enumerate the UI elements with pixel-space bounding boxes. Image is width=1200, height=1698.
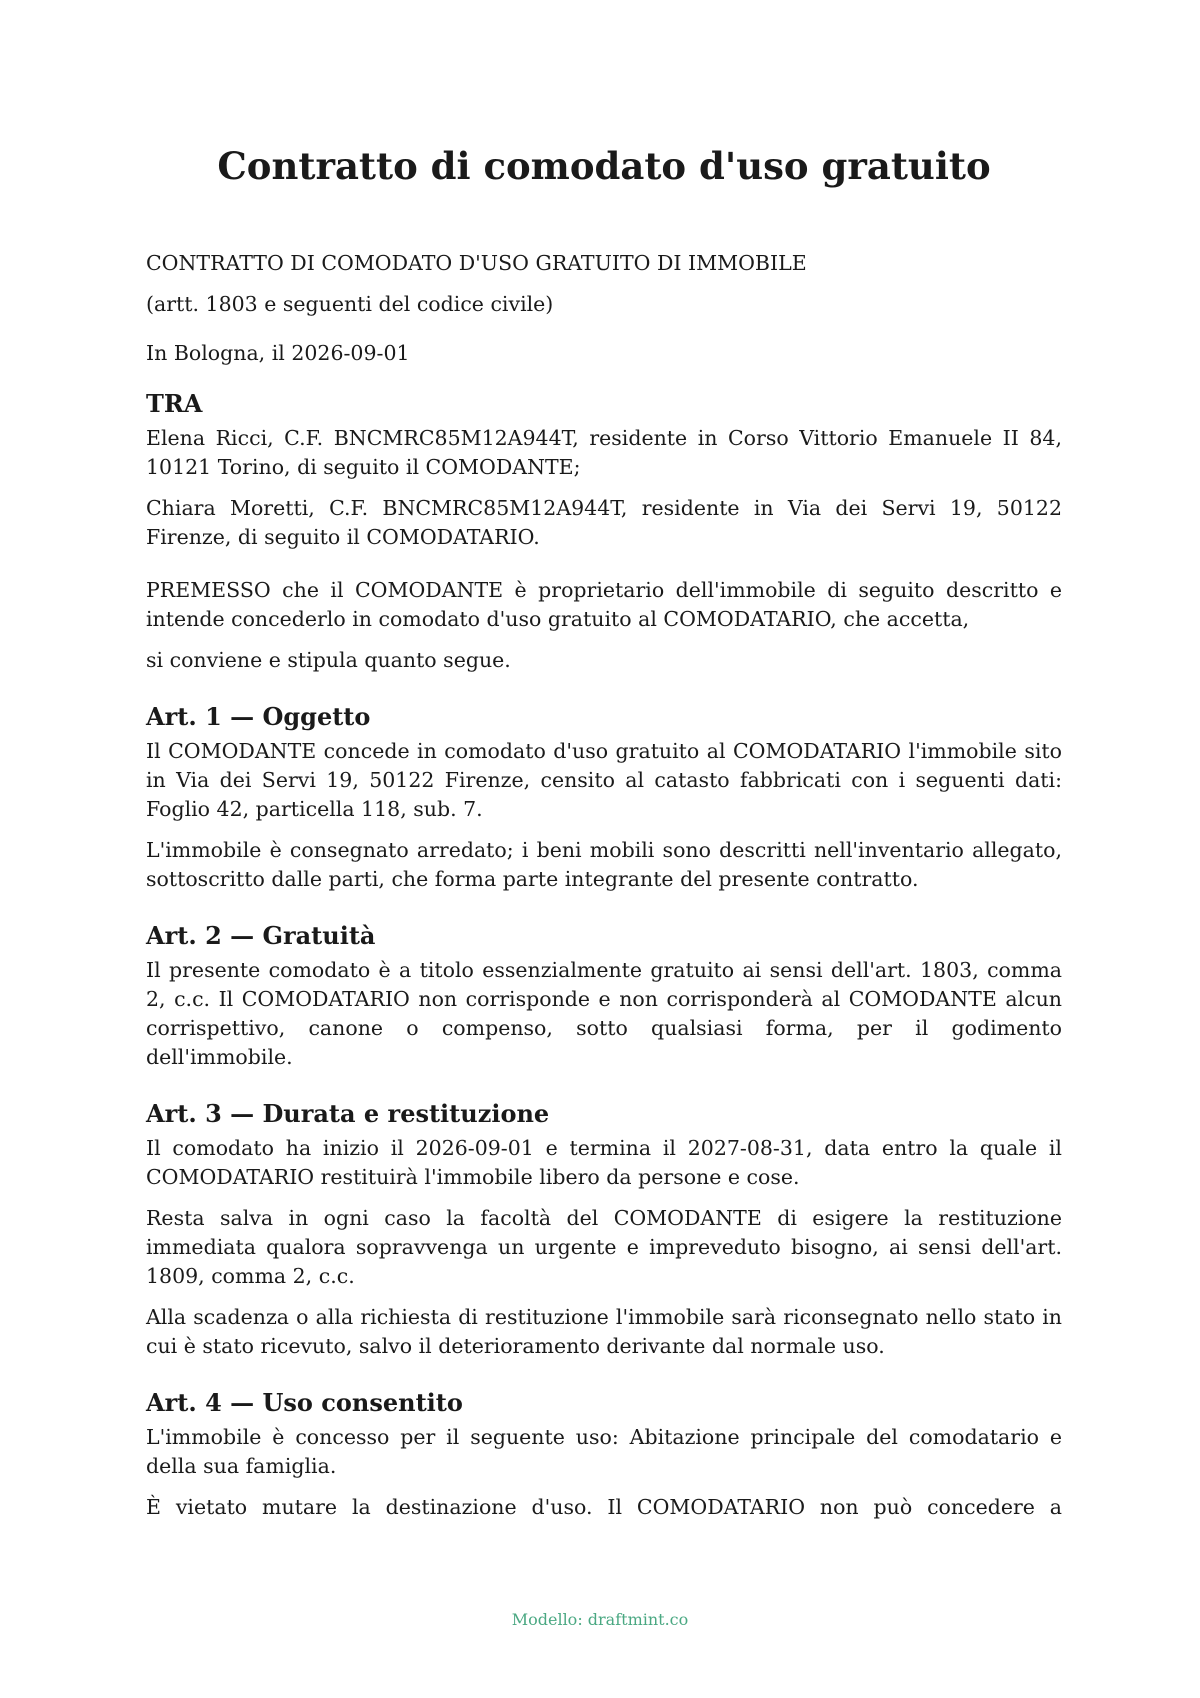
contract-subheading: (artt. 1803 e seguenti del codice civile) — [146, 292, 554, 316]
article-3-paragraph-2: Resta salva in ogni caso la facoltà del COMODANTE di esigere la restituzione immediata qualora sopravvenga un urgente e impreveduto bisogno, ai sensi dell'art. 1809, comma 2, c.c. — [146, 1206, 1062, 1288]
party-comodante: Elena Ricci, C.F. BNCMRC85M12A944T, residente in Corso Vittorio Emanuele II 84, 10121 Torino, di seguito il COMODANTE; — [146, 426, 1062, 479]
premessa: PREMESSO che il COMODANTE è proprietario dell'immobile di seguito descritto e intende concederlo in comodato d'uso gratuito al COMODATARIO, che accetta, — [146, 578, 1062, 631]
party-comodatario: Chiara Moretti, C.F. BNCMRC85M12A944T, residente in Via dei Servi 19, 50122 Firenze, di seguito il COMODATARIO. — [146, 496, 1062, 549]
footer-credit: Modello: draftmint.co — [511, 1610, 689, 1629]
article-2-paragraph-1: Il presente comodato è a titolo essenzialmente gratuito ai sensi dell'art. 1803, comma 2, c.c. Il COMODATARIO non corrisponde e non corrisponderà al COMODANTE alcun corrispettivo, canone o compenso, sotto qualsiasi forma, per il godimento dell'immobile. — [146, 958, 1062, 1069]
article-3-paragraph-3: Alla scadenza o alla richiesta di restituzione l'immobile sarà riconsegnato nello stato in cui è stato ricevuto, salvo il deterioramento derivante dal normale uso. — [146, 1305, 1062, 1358]
article-4-title: Art. 4 — Uso consentito — [146, 1388, 463, 1417]
parties-title: TRA — [146, 389, 203, 418]
article-4-paragraph-1: L'immobile è concesso per il seguente uso: Abitazione principale del comodatario e della sua famiglia. — [146, 1425, 1062, 1478]
article-1-paragraph-1: Il COMODANTE concede in comodato d'uso gratuito al COMODATARIO l'immobile sito in Via dei Servi 19, 50122 Firenze, censito al catasto fabbricati con i seguenti dati: Foglio 42, particella 118, sub. 7. — [146, 739, 1062, 821]
contract-heading: CONTRATTO DI COMODATO D'USO GRATUITO DI IMMOBILE — [146, 251, 807, 275]
article-1-paragraph-2: L'immobile è consegnato arredato; i beni mobili sono descritti nell'inventario allegato, sottoscritto dalle parti, che forma parte integrante del presente contratto. — [146, 838, 1062, 891]
document-body — [146, 249, 1062, 1534]
article-2-title: Art. 2 — Gratuità — [146, 921, 376, 950]
document-title: Contratto di comodato d'uso gratuito — [217, 144, 991, 188]
convenzione: si conviene e stipula quanto segue. — [146, 648, 511, 672]
article-3-paragraph-1: Il comodato ha inizio il 2026-09-01 e termina il 2027-08-31, data entro la quale il COMODATARIO restituirà l'immobile libero da persone e cose. — [146, 1136, 1062, 1189]
place-date: In Bologna, il 2026-09-01 — [146, 341, 410, 365]
article-4-paragraph-2: È vietato mutare la destinazione d'uso. Il COMODATARIO non può concedere a — [146, 1495, 1062, 1519]
article-1-title: Art. 1 — Oggetto — [146, 702, 371, 731]
article-3-title: Art. 3 — Durata e restituzione — [146, 1099, 550, 1128]
